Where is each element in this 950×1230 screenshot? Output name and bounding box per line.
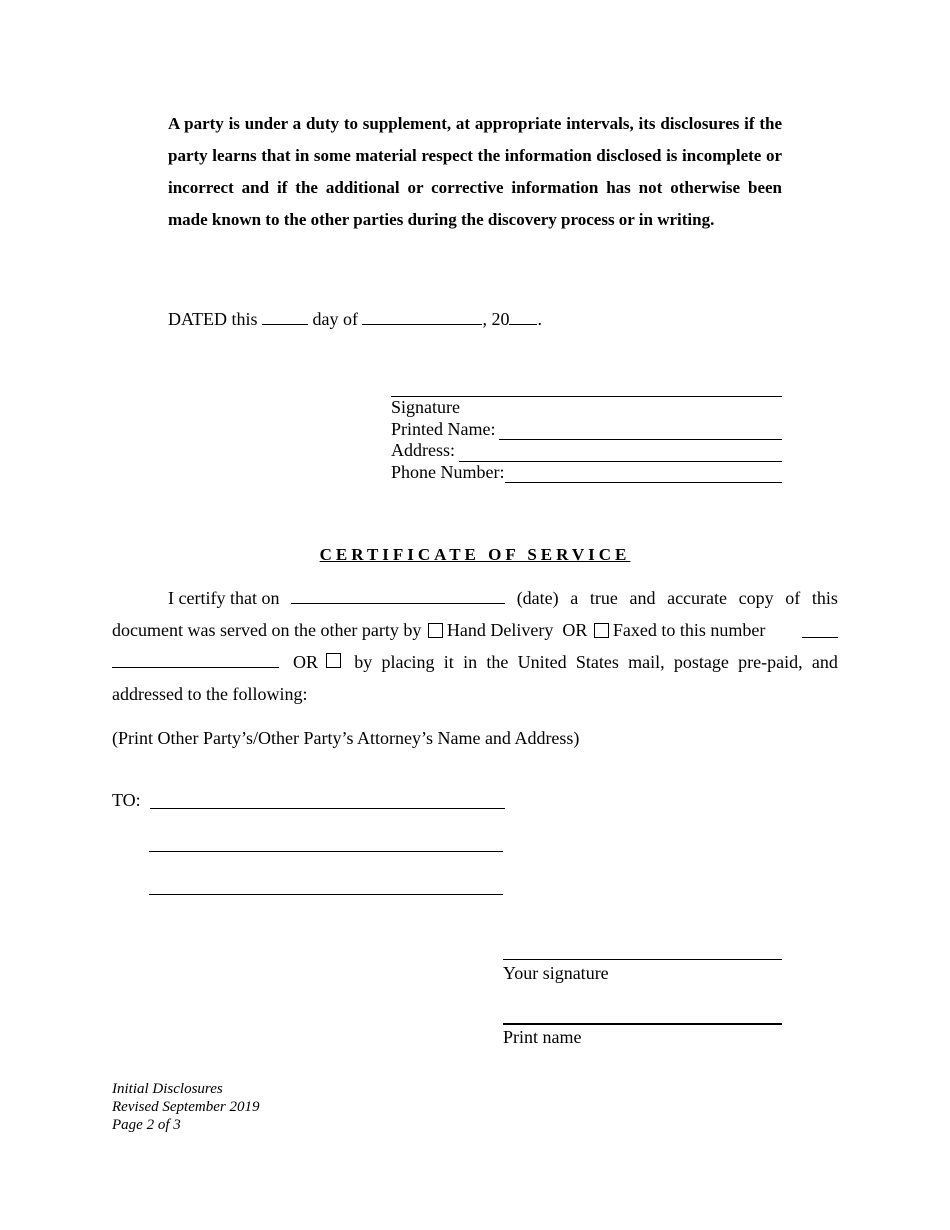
cert-word: true xyxy=(589,588,618,608)
dated-suffix: . xyxy=(537,309,542,329)
to-address-line-1[interactable] xyxy=(150,808,505,809)
print-other-party-instruction: (Print Other Party’s/Other Party’s Attorney’s Name and Address) xyxy=(112,728,580,748)
footer-form-name: Initial Disclosures xyxy=(112,1081,223,1097)
printed-name-row xyxy=(391,419,782,441)
phone-blank[interactable] xyxy=(505,466,782,483)
your-signature-line[interactable] xyxy=(503,959,782,960)
mail-word: United xyxy=(517,652,567,672)
signature-label: Signature xyxy=(391,397,460,417)
cert-word: and xyxy=(629,588,656,608)
print-name-line[interactable] xyxy=(503,1023,782,1025)
to-address-line-3[interactable] xyxy=(149,894,503,895)
to-label: TO: xyxy=(112,790,141,810)
mail-word: States xyxy=(575,652,619,672)
mail-word: placing xyxy=(381,652,435,672)
dated-year-prefix: , 20 xyxy=(482,309,510,329)
footer xyxy=(112,1080,259,1134)
fax-number-blank[interactable] xyxy=(112,650,279,668)
mail-word: and xyxy=(811,652,838,672)
faxed-label: Faxed to this number xyxy=(612,620,766,640)
fax-number-blank-start[interactable] xyxy=(802,620,838,638)
certificate-line-1 xyxy=(112,582,838,614)
certificate-line-4: addressed to the following: xyxy=(112,684,308,704)
footer-page-number: Page 2 of 3 xyxy=(112,1117,181,1133)
certificate-body xyxy=(112,582,838,710)
phone-label: Phone Number: xyxy=(391,461,505,482)
signature-block xyxy=(391,396,782,483)
dated-day-of: day of xyxy=(312,309,358,329)
mail-word: postage xyxy=(673,652,729,672)
footer-revision: Revised September 2019 xyxy=(112,1099,260,1115)
printed-name-blank[interactable] xyxy=(499,423,782,440)
year-blank[interactable] xyxy=(509,307,537,325)
cert-word: copy xyxy=(738,588,774,608)
certificate-line-2 xyxy=(112,614,838,646)
your-signature-label: Your signature xyxy=(503,963,609,983)
supplement-duty-notice: A party is under a duty to supplement, at appropriate intervals, its disclosures if the party learns that in some material respect the information disclosed is incomplete or incorrect and if the additional or corrective information has not otherwise been made known to the other parties during the discovery process or in writing. xyxy=(168,114,782,229)
cert-word: (date) xyxy=(516,588,559,608)
certificate-line-3 xyxy=(112,646,838,678)
cert-word: accurate xyxy=(667,588,728,608)
address-blank[interactable] xyxy=(459,445,782,462)
served-prefix: document was served on the other party by xyxy=(112,620,422,640)
hand-delivery-label: Hand Delivery xyxy=(446,620,554,640)
faxed-checkbox[interactable] xyxy=(594,623,609,638)
mail-word: it xyxy=(443,652,454,672)
dated-line xyxy=(168,306,542,332)
address-label: Address: xyxy=(391,440,455,460)
cert-word: this xyxy=(811,588,838,608)
mail-word: mail, xyxy=(628,652,665,672)
cert-word: a xyxy=(570,588,579,608)
or-label: OR xyxy=(562,620,588,640)
month-blank[interactable] xyxy=(362,307,482,325)
phone-row xyxy=(391,462,782,484)
hand-delivery-checkbox[interactable] xyxy=(428,623,443,638)
address-row xyxy=(391,440,782,462)
printed-name-label: Printed Name: xyxy=(391,418,496,439)
mail-checkbox[interactable] xyxy=(326,653,341,668)
day-blank[interactable] xyxy=(262,307,308,325)
certify-date-blank[interactable] xyxy=(291,586,505,604)
certificate-title: CERTIFICATE OF SERVICE xyxy=(319,545,631,564)
certify-prefix: I certify that on xyxy=(168,588,280,608)
or-label: OR xyxy=(293,652,319,672)
mail-word: in xyxy=(463,652,478,672)
cert-word: of xyxy=(785,588,801,608)
print-name-label: Print name xyxy=(503,1027,582,1047)
dated-prefix: DATED this xyxy=(168,309,258,329)
mail-word: the xyxy=(486,652,509,672)
mail-word: pre-paid, xyxy=(738,652,803,672)
to-address-line-2[interactable] xyxy=(149,851,503,852)
mail-word: by xyxy=(354,652,373,672)
